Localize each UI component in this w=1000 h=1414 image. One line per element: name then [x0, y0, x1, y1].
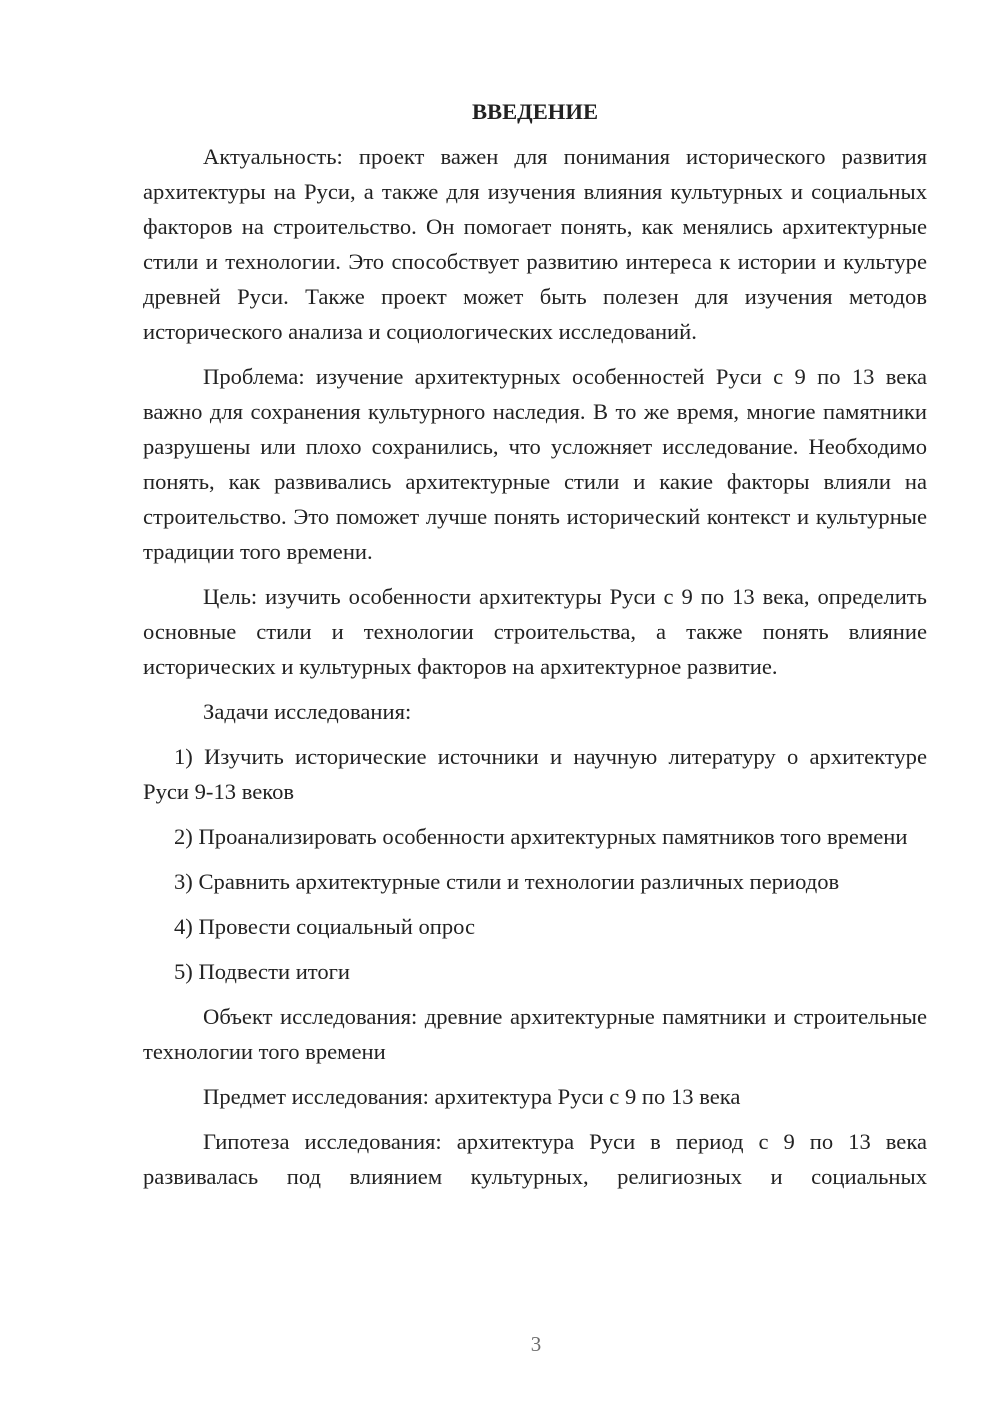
- task-item-4: 4) Провести социальный опрос: [174, 914, 476, 939]
- task-item-2: 2) Проанализировать особенности архитектурных памятников того времени: [174, 824, 908, 849]
- task-item-3: 3) Сравнить архитектурные стили и технологии различных периодов: [174, 869, 840, 894]
- subject-paragraph: Предмет исследования: архитектура Руси с 9 по 13 века: [203, 1084, 741, 1109]
- tasks-heading: Задачи исследования:: [203, 699, 412, 724]
- object-paragraph: Объект исследования: древние архитектурные памятники и строительные технологии того времени: [143, 1004, 927, 1064]
- task-item-1: 1) Изучить исторические источники и научную литературу о архитектуре Руси 9-13 веков: [143, 744, 927, 804]
- task-item-5: 5) Подвести итоги: [174, 959, 351, 984]
- page-title: ВВЕДЕНИЕ: [471, 99, 599, 124]
- document-page: [143, 94, 927, 1194]
- page-number: 3: [530, 1332, 542, 1356]
- goal-paragraph: Цель: изучить особенности архитектуры Руси с 9 по 13 века, определить основные стили и технологии строительства, а также понять влияние исторических и культурных факторов на архитектурное развитие.: [143, 584, 927, 679]
- hypothesis-paragraph: Гипотеза исследования: архитектура Руси в период с 9 по 13 века развивалась под влиянием культурных, религиозных и социальных: [143, 1129, 927, 1189]
- problem-paragraph: Проблема: изучение архитектурных особенностей Руси с 9 по 13 века важно для сохранения культурного наследия. В то же время, многие памятники разрушены или плохо сохранились, что усложняет исследование. Необходимо понять, как развивались архитектурные стили и какие факторы влияли на строительство. Это поможет лучше понять исторический контекст и культурные традиции того времени.: [143, 364, 927, 564]
- relevance-paragraph: Актуальность: проект важен для понимания исторического развития архитектуры на Руси, а также для изучения влияния культурных и социальных факторов на строительство. Он помогает понять, как менялись архитектурные стили и технологии. Это способствует развитию интереса к истории и культуре древней Руси. Также проект может быть полезен для изучения методов исторического анализа и социологических исследований.: [143, 144, 927, 344]
